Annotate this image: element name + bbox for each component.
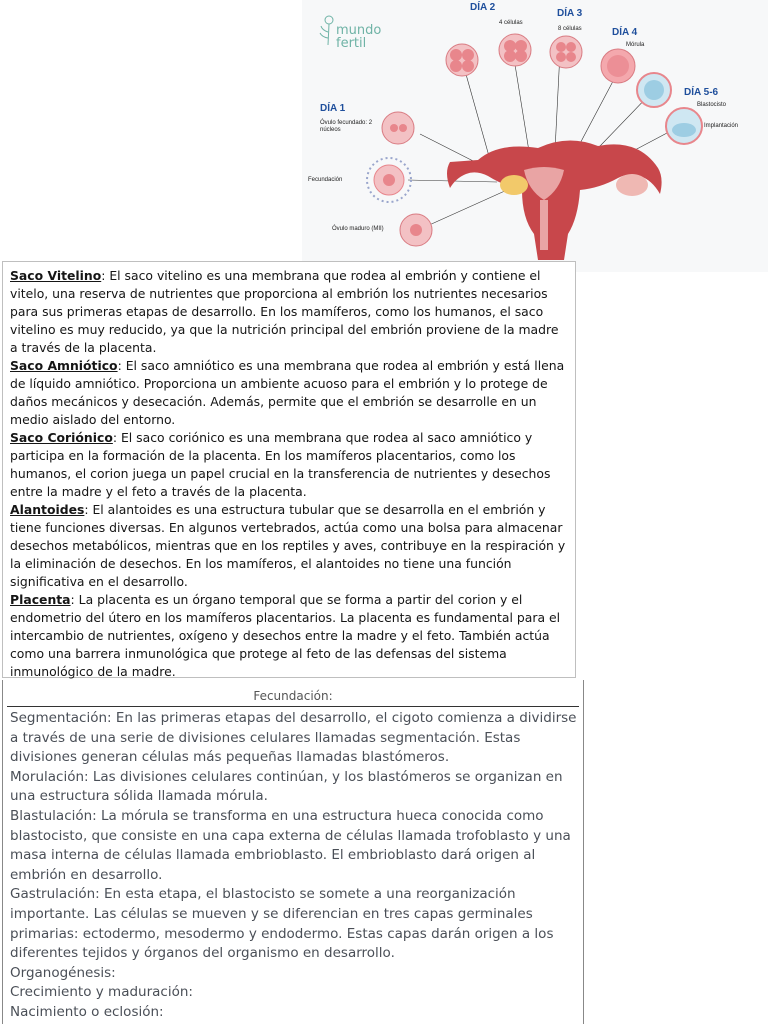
day5-cell xyxy=(637,73,671,107)
day2-desc: 4 células xyxy=(499,20,523,26)
logo-text-line2: fertil xyxy=(336,36,367,51)
term-text: : El saco vitelino es una membrana que rodea al embrión y contiene el vitelo, una reserva de nutrientes que proporciona al embrión los nutrientes necesarios para sus primeras etapas de desarrollo. En los mamíferos, como los humanos, el saco vitelino es muy reducido, ya que la nutrición principal del embrión proviene de la madre a través de la placenta. xyxy=(10,268,559,355)
stage-paragraph: Nacimiento o eclosión: xyxy=(10,1003,164,1020)
development-stages-box xyxy=(2,680,584,1024)
term-text: : El saco amniótico es una membrana que rodea al embrión y está llena de líquido amniótico. Proporciona un ambiente acuoso para el embrión y lo protege de daños mecánicos y desecación. Además, permite que el embrión se desarrolle en un medio aislado del entorno. xyxy=(10,358,565,427)
entry-alantoides xyxy=(10,501,569,591)
day4-cell xyxy=(601,49,635,83)
day2b-cell xyxy=(499,34,531,66)
embryo-development-illustration xyxy=(302,0,768,272)
stage-paragraph: Segmentación: En las primeras etapas del desarrollo, el cigoto comienza a dividirse a través de una serie de divisiones celulares llamadas segmentación. Estas divisiones generan células más pequeñas llamadas blastómeros. xyxy=(10,710,577,766)
day5-label: DÍA 5-6 xyxy=(684,87,719,98)
term-label: Saco Amniótico xyxy=(10,358,118,373)
term-text: : La placenta es un órgano temporal que se forma a partir del corion y el endometrio del útero en los mamíferos placentarios. La placenta es fundamental para el intercambio de nutrientes, oxígeno y desechos entre la madre y el feto. También actúa como una barrera inmunológica que protege al feto de las defensas del sistema inmunológico de la madre. xyxy=(10,592,561,679)
membranes-text-box xyxy=(2,261,576,678)
day5-desc: Blastocisto xyxy=(697,102,727,108)
logo-text-line1: mundo xyxy=(336,23,382,38)
logo-flower-icon xyxy=(320,16,333,45)
section-heading: Fecundación: xyxy=(7,680,579,707)
day2-cell xyxy=(446,44,478,76)
uterus-graphic xyxy=(447,140,662,260)
day3-cell xyxy=(550,36,582,68)
day1-label: DÍA 1 xyxy=(320,103,346,114)
entry-placenta xyxy=(10,591,569,681)
stage-paragraph: Crecimiento y maduración: xyxy=(10,984,193,1001)
day4-desc: Mórula xyxy=(626,42,645,48)
day3-desc: 8 células xyxy=(558,26,582,32)
fertilization-cell xyxy=(367,158,411,202)
entry-saco-amniotico xyxy=(10,357,569,429)
stage-paragraph: Organogénesis: xyxy=(10,964,116,981)
term-label: Placenta xyxy=(10,592,71,607)
day4-label: DÍA 4 xyxy=(612,27,638,38)
stages-list xyxy=(3,707,583,1023)
stage-paragraph: Gastrulación: En esta etapa, el blastocisto se somete a una reorganización importante. Las células se mueven y se diferencian en tres capas germinales primarias: ectodermo, mesodermo y endodermo. Estas capas darán origen a los diferentes tejidos y órganos del organismo en desarrollo. xyxy=(10,886,554,962)
entry-saco-corionico xyxy=(10,429,569,501)
implantation-cell xyxy=(666,108,702,144)
term-label: Alantoides xyxy=(10,502,85,517)
mature-ovum-cell xyxy=(400,214,432,246)
fertilization-label: Fecundación xyxy=(308,177,343,183)
term-label: Saco Coriónico xyxy=(10,430,113,445)
term-text: : El saco coriónico es una membrana que rodea al saco amniótico y participa en la formación de la placenta. En los mamíferos placentarios, como los humanos, el corion juega un papel crucial en la transferencia de nutrientes y desechos entre la madre y el feto a través de la placenta. xyxy=(10,430,551,499)
stage-paragraph: Morulación: Las divisiones celulares continúan, y los blastómeros se organizan en una estructura sólida llamada mórula. xyxy=(10,768,563,805)
day1-desc: Óvulo fecundado: 2 núcleos xyxy=(320,120,373,133)
day2-label: DÍA 2 xyxy=(470,2,496,13)
mature-ovum-label: Óvulo maduro (MII) xyxy=(332,226,384,232)
term-text: : El alantoides es una estructura tubular que se desarrolla en el embrión y tiene funciones diversas. En algunos vertebrados, actúa como una bolsa para almacenar desechos metabólicos, mientras que en los reptiles y aves, contribuye en la respiración y la eliminación de desechos. En los mamíferos, el alantoides no tiene una función significativa en el desarrollo. xyxy=(10,502,566,589)
stage-paragraph: Blastulación: La mórula se transforma en una estructura hueca conocida como blastocisto, que consiste en una capa externa de células llamada trofoblasto y una masa interna de células llamada embrioblasto. El embrioblasto dará origen al embrión en desarrollo. xyxy=(10,807,571,883)
term-label: Saco Vitelino xyxy=(10,268,102,283)
day3-label: DÍA 3 xyxy=(557,8,583,19)
implantation-label: Implantación xyxy=(704,123,739,129)
entry-saco-vitelino xyxy=(10,267,569,357)
